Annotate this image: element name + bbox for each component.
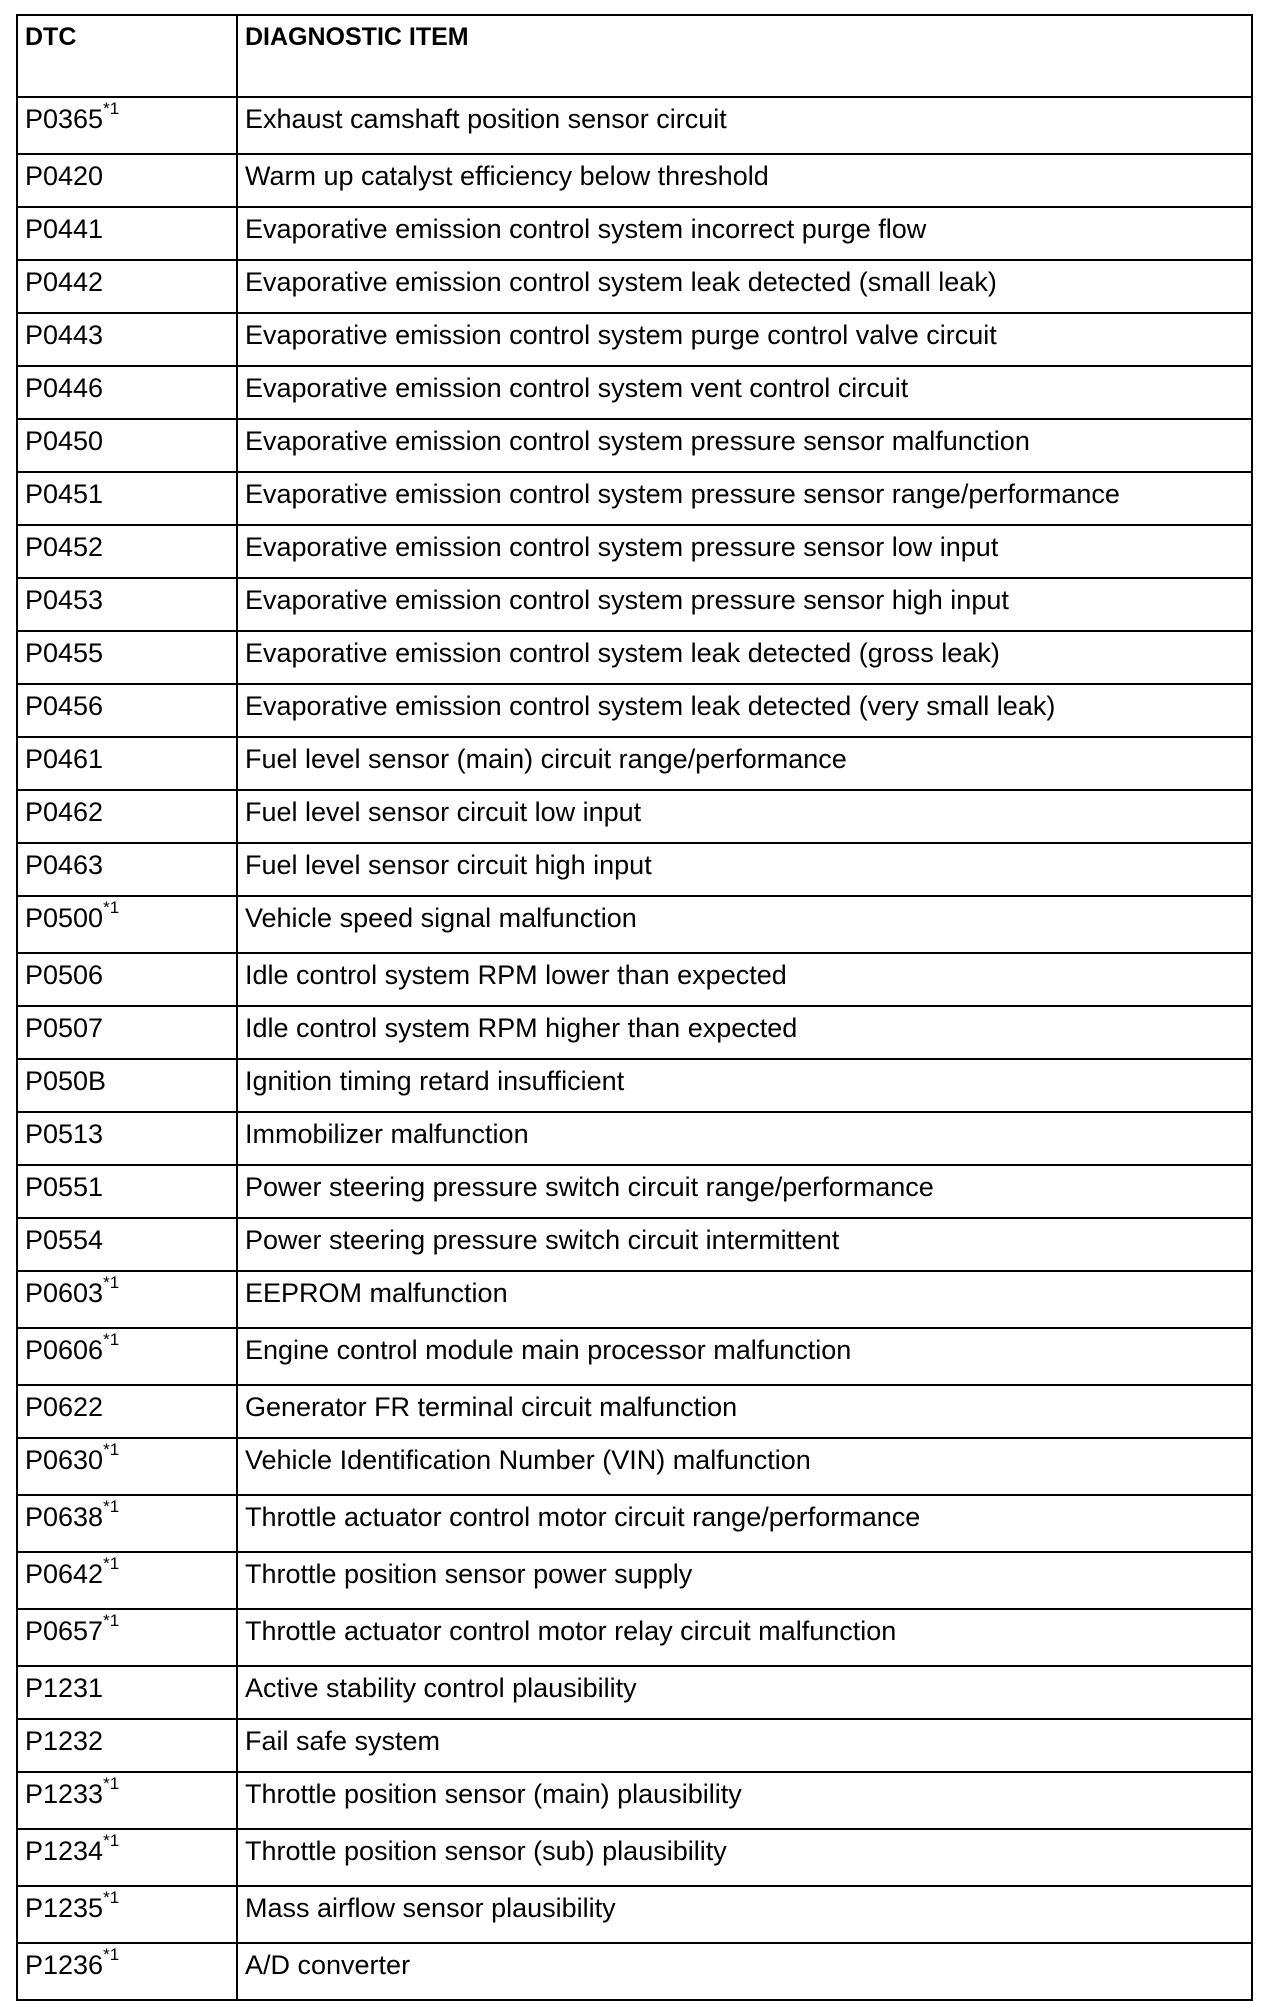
dtc-code: P0513 <box>25 1119 104 1149</box>
dtc-code: P0452 <box>25 532 104 562</box>
dtc-cell <box>17 896 237 953</box>
footnote-marker: *1 <box>103 1888 120 1907</box>
dtc-cell <box>17 1772 237 1829</box>
table-row <box>17 1218 1252 1271</box>
diagnostic-item-cell: Evaporative emission control system pressure sensor range/performance <box>237 472 1252 525</box>
table-row <box>17 207 1252 260</box>
table-row <box>17 1829 1252 1886</box>
dtc-cell <box>17 97 237 154</box>
table-body <box>17 97 1252 2000</box>
diagnostic-item-cell: Evaporative emission control system pressure sensor low input <box>237 525 1252 578</box>
dtc-code: P0462 <box>25 797 104 827</box>
table-row <box>17 737 1252 790</box>
dtc-code: P0443 <box>25 320 104 350</box>
dtc-code: P1233 <box>25 1779 104 1809</box>
dtc-cell <box>17 578 237 631</box>
dtc-cell <box>17 1495 237 1552</box>
table-row <box>17 843 1252 896</box>
dtc-cell <box>17 1006 237 1059</box>
diagnostic-item-cell: Power steering pressure switch circuit range/performance <box>237 1165 1252 1218</box>
diagnostic-item-cell: Evaporative emission control system incorrect purge flow <box>237 207 1252 260</box>
diagnostic-item-cell: Engine control module main processor malfunction <box>237 1328 1252 1385</box>
dtc-code: P0507 <box>25 1013 104 1043</box>
table-row <box>17 366 1252 419</box>
diagnostic-item-cell: Generator FR terminal circuit malfunction <box>237 1385 1252 1438</box>
dtc-cell <box>17 472 237 525</box>
dtc-cell <box>17 1112 237 1165</box>
diagnostic-item-cell: Evaporative emission control system leak detected (small leak) <box>237 260 1252 313</box>
dtc-code: P0365 <box>25 104 104 134</box>
dtc-cell <box>17 366 237 419</box>
footnote-marker: *1 <box>103 1273 120 1292</box>
diagnostic-item-cell: Evaporative emission control system leak detected (gross leak) <box>237 631 1252 684</box>
dtc-code: P0642 <box>25 1559 104 1589</box>
diagnostic-item-cell: Idle control system RPM lower than expected <box>237 953 1252 1006</box>
dtc-code: P0506 <box>25 960 104 990</box>
diagnostic-item-cell: Evaporative emission control system pressure sensor high input <box>237 578 1252 631</box>
diagnostic-item-cell: Throttle position sensor power supply <box>237 1552 1252 1609</box>
diagnostic-item-cell: Evaporative emission control system pressure sensor malfunction <box>237 419 1252 472</box>
diagnostic-item-cell: Evaporative emission control system leak detected (very small leak) <box>237 684 1252 737</box>
table-row <box>17 790 1252 843</box>
diagnostic-item-cell: Vehicle Identification Number (VIN) malfunction <box>237 1438 1252 1495</box>
table-row <box>17 1112 1252 1165</box>
header-dtc: DTC <box>17 15 237 97</box>
table-row <box>17 1666 1252 1719</box>
dtc-code: P0551 <box>25 1172 104 1202</box>
diagnostic-item-cell: Power steering pressure switch circuit intermittent <box>237 1218 1252 1271</box>
diagnostic-item-cell: A/D converter <box>237 1943 1252 2000</box>
footnote-marker: *1 <box>103 1611 120 1630</box>
dtc-code: P1235 <box>25 1893 104 1923</box>
footnote-marker: *1 <box>103 898 120 917</box>
dtc-cell <box>17 525 237 578</box>
dtc-cell <box>17 313 237 366</box>
table-row <box>17 1271 1252 1328</box>
dtc-code: P0441 <box>25 214 104 244</box>
dtc-cell <box>17 631 237 684</box>
dtc-code: P0606 <box>25 1335 104 1365</box>
dtc-code: P0456 <box>25 691 104 721</box>
dtc-code: P0442 <box>25 267 104 297</box>
dtc-code: P0446 <box>25 373 104 403</box>
dtc-code: P0657 <box>25 1616 104 1646</box>
dtc-code: P0463 <box>25 850 104 880</box>
diagnostic-item-cell: Throttle actuator control motor relay circuit malfunction <box>237 1609 1252 1666</box>
dtc-code: P0450 <box>25 426 104 456</box>
dtc-cell <box>17 154 237 207</box>
dtc-cell <box>17 1552 237 1609</box>
table-row <box>17 896 1252 953</box>
table-row <box>17 472 1252 525</box>
table-row <box>17 97 1252 154</box>
dtc-code: P1234 <box>25 1836 104 1866</box>
dtc-cell <box>17 1165 237 1218</box>
diagnostic-item-cell: Fuel level sensor circuit low input <box>237 790 1252 843</box>
dtc-cell <box>17 843 237 896</box>
table-row <box>17 578 1252 631</box>
dtc-code: P0461 <box>25 744 104 774</box>
dtc-cell <box>17 207 237 260</box>
dtc-cell <box>17 684 237 737</box>
table-row <box>17 1059 1252 1112</box>
table-header-row <box>17 15 1252 97</box>
diagnostic-item-cell: Throttle position sensor (sub) plausibility <box>237 1829 1252 1886</box>
table-row <box>17 260 1252 313</box>
footnote-marker: *1 <box>103 1774 120 1793</box>
table-row <box>17 1886 1252 1943</box>
footnote-marker: *1 <box>103 1330 120 1349</box>
dtc-cell <box>17 1385 237 1438</box>
table-row <box>17 1552 1252 1609</box>
dtc-cell <box>17 419 237 472</box>
dtc-code: P1231 <box>25 1673 104 1703</box>
diagnostic-item-cell: EEPROM malfunction <box>237 1271 1252 1328</box>
dtc-cell <box>17 1719 237 1772</box>
diagnostic-item-cell: Immobilizer malfunction <box>237 1112 1252 1165</box>
diagnostic-item-cell: Vehicle speed signal malfunction <box>237 896 1252 953</box>
dtc-code: P0554 <box>25 1225 104 1255</box>
footnote-marker: *1 <box>103 1945 120 1964</box>
table-row <box>17 1006 1252 1059</box>
dtc-cell <box>17 1328 237 1385</box>
diagnostic-item-cell: Fail safe system <box>237 1719 1252 1772</box>
dtc-cell <box>17 260 237 313</box>
dtc-code: P0451 <box>25 479 104 509</box>
table-row <box>17 525 1252 578</box>
dtc-code: P0500 <box>25 903 104 933</box>
footnote-marker: *1 <box>103 1440 120 1459</box>
dtc-cell <box>17 1829 237 1886</box>
diagnostic-item-cell: Evaporative emission control system vent control circuit <box>237 366 1252 419</box>
diagnostic-item-cell: Mass airflow sensor plausibility <box>237 1886 1252 1943</box>
diagnostic-item-cell: Throttle actuator control motor circuit range/performance <box>237 1495 1252 1552</box>
diagnostic-item-cell: Warm up catalyst efficiency below threshold <box>237 154 1252 207</box>
dtc-cell <box>17 1271 237 1328</box>
table-row <box>17 419 1252 472</box>
table-row <box>17 684 1252 737</box>
header-diagnostic-item: DIAGNOSTIC ITEM <box>237 15 1252 97</box>
dtc-code: P0638 <box>25 1502 104 1532</box>
table-row <box>17 154 1252 207</box>
dtc-cell <box>17 1886 237 1943</box>
dtc-code: P0453 <box>25 585 104 615</box>
dtc-code: P0603 <box>25 1278 104 1308</box>
table-row <box>17 1165 1252 1218</box>
table-row <box>17 1609 1252 1666</box>
table-row <box>17 1943 1252 2000</box>
dtc-code: P050B <box>25 1066 107 1096</box>
dtc-code: P0455 <box>25 638 104 668</box>
footnote-marker: *1 <box>103 1554 120 1573</box>
table-row <box>17 953 1252 1006</box>
dtc-cell <box>17 1609 237 1666</box>
diagnostic-item-cell: Active stability control plausibility <box>237 1666 1252 1719</box>
diagnostic-item-cell: Exhaust camshaft position sensor circuit <box>237 97 1252 154</box>
diagnostic-item-cell: Fuel level sensor (main) circuit range/performance <box>237 737 1252 790</box>
table-row <box>17 631 1252 684</box>
dtc-code: P0622 <box>25 1392 104 1422</box>
dtc-cell <box>17 737 237 790</box>
dtc-cell <box>17 790 237 843</box>
dtc-cell <box>17 1666 237 1719</box>
diagnostic-item-cell: Throttle position sensor (main) plausibility <box>237 1772 1252 1829</box>
footnote-marker: *1 <box>103 1497 120 1516</box>
table-row <box>17 1495 1252 1552</box>
dtc-table <box>16 14 1253 2001</box>
diagnostic-item-cell: Idle control system RPM higher than expected <box>237 1006 1252 1059</box>
table-row <box>17 1328 1252 1385</box>
table-row <box>17 1438 1252 1495</box>
table-row <box>17 1385 1252 1438</box>
dtc-code: P1236 <box>25 1950 104 1980</box>
dtc-cell <box>17 953 237 1006</box>
dtc-cell <box>17 1943 237 2000</box>
footnote-marker: *1 <box>103 99 120 118</box>
dtc-code: P0630 <box>25 1445 104 1475</box>
dtc-code: P0420 <box>25 161 104 191</box>
diagnostic-item-cell: Evaporative emission control system purge control valve circuit <box>237 313 1252 366</box>
diagnostic-item-cell: Ignition timing retard insufficient <box>237 1059 1252 1112</box>
dtc-code: P1232 <box>25 1726 104 1756</box>
dtc-cell <box>17 1438 237 1495</box>
table-row <box>17 1772 1252 1829</box>
footnote-marker: *1 <box>103 1831 120 1850</box>
table-row <box>17 1719 1252 1772</box>
table-row <box>17 313 1252 366</box>
dtc-cell <box>17 1218 237 1271</box>
diagnostic-item-cell: Fuel level sensor circuit high input <box>237 843 1252 896</box>
dtc-cell <box>17 1059 237 1112</box>
